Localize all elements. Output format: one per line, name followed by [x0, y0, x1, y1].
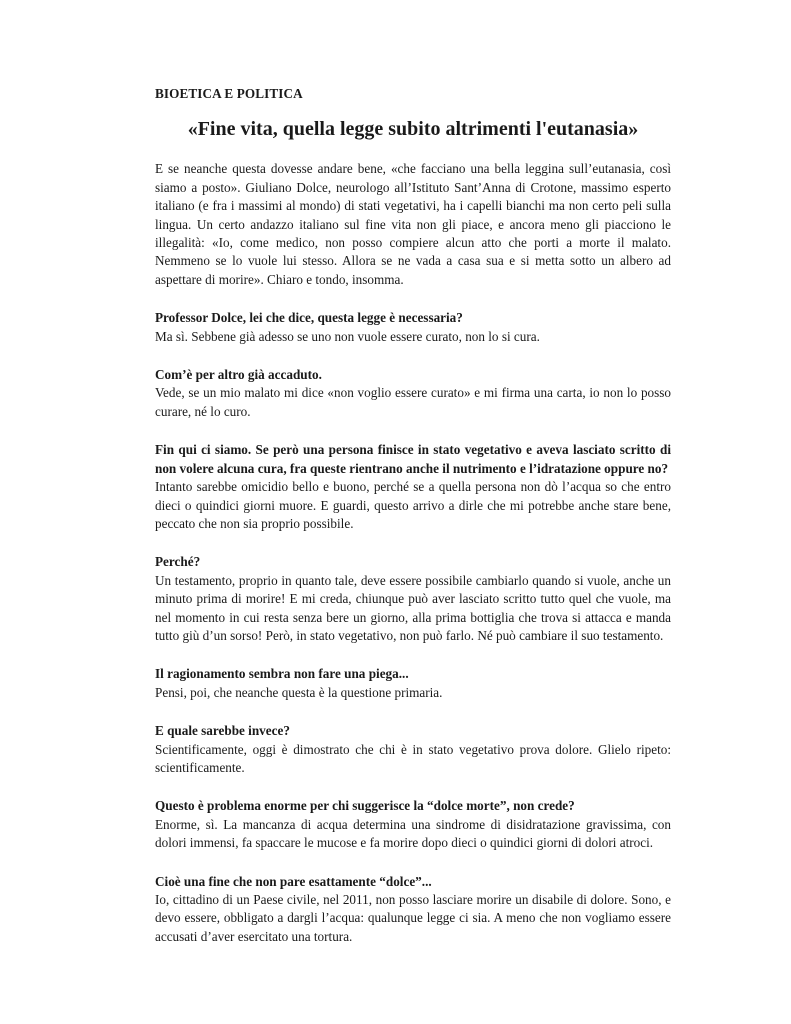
interview-answer: Intanto sarebbe omicidio bello e buono, perché se a quella persona non dò l’acqua so che entro dieci o quindici giorni muore. E guardi, questo arrivo a dirle che mi potrebbe anche stare bene, peccato che non sia proprio possibile. [155, 479, 671, 531]
interview-answer: Pensi, poi, che neanche questa è la questione primaria. [155, 684, 443, 700]
interview-question: Cioè una fine che non pare esattamente “dolce”... [155, 873, 432, 889]
interview-item [155, 797, 671, 852]
interview-question: Professor Dolce, lei che dice, questa legge è necessaria? [155, 310, 463, 326]
interview-answer: Vede, se un mio malato mi dice «non voglio essere curato» e mi firma una carta, io non lo posso curare, né lo curo. [155, 385, 671, 419]
interview-item [155, 722, 671, 777]
intro-paragraph: E se neanche questa dovesse andare bene, «che facciano una bella leggina sull’eutanasia, così siamo a posto». Giuliano Dolce, neurologo all’Istituto Sant’Anna di Crotone, massimo esperto italiano (e fra i massimi al mondo) di stati vegetativi, ha i capelli bianchi ma non certo peli sulla lingua. Un certo andazzo italiano sul fine vita non gli piace, e ancora meno gli piacciono le illegalità: «Io, come medico, non posso compiere alcun atto che porti a morte il malato. Nemmeno se lo vuole lui stesso. Allora se ne vada a casa sua e si metta sotto un albero ad aspettare di morire». Chiaro e tondo, insomma. [155, 161, 671, 287]
interview-answer: Scientificamente, oggi è dimostrato che chi è in stato vegetativo prova dolore. Glielo ripeto: scientificamente. [155, 741, 671, 775]
interview-question: Fin qui ci siamo. Se però una persona finisce in stato vegetativo e aveva lasciato scritto di non volere alcuna cura, fra queste rientrano anche il nutrimento e l’idratazione oppure no? [155, 442, 671, 476]
interview-answer: Un testamento, proprio in quanto tale, deve essere possibile cambiarlo quando si vuole, anche un minuto prima di morire! E mi creda, chiunque può aver lasciato scritto tutto quel che vuole, ma nel momento in cui resta senza bere un giorno, alla prima bottiglia che trova si attacca e manda tutto giù d’un sorso! Però, in stato vegetativo, non può farlo. Né può cambiare il suo testamento. [155, 572, 671, 643]
interview-question: Il ragionamento sembra non fare una piega... [155, 666, 409, 682]
document-page [155, 85, 671, 966]
interview-item [155, 553, 671, 645]
interview-item [155, 873, 671, 947]
interview-question: Com’è per altro già accaduto. [155, 367, 322, 383]
interview-question: E quale sarebbe invece? [155, 723, 290, 739]
interview-item [155, 441, 671, 533]
interview-answer: Ma sì. Sebbene già adesso se uno non vuole essere curato, non lo si cura. [155, 328, 540, 344]
interview-question: Questo è problema enorme per chi suggerisce la “dolce morte”, non crede? [155, 798, 575, 814]
interview-answer: Enorme, sì. La mancanza di acqua determina una sindrome di disidratazione gravissima, con dolori immensi, fa spaccare le mucose e fa morire dopo dieci o quindici giorni di dolori atroci. [155, 816, 671, 851]
interview-item [155, 309, 671, 346]
article-title: «Fine vita, quella legge subito altrimenti l'eutanasia» [187, 118, 639, 141]
interview-answer: Io, cittadino di un Paese civile, nel 2011, non posso lasciare morire un disabile di dolore. Sono, e devo essere, obbligato a dargli l’acqua: qualunque legge ci sia. A meno che non vogliamo essere accusati d’aver esercitato una tortura. [155, 892, 671, 944]
interview-question: Perché? [155, 554, 201, 570]
interview-item [155, 665, 671, 702]
section-heading: BIOETICA E POLITICA [155, 86, 303, 101]
interview-item [155, 366, 671, 421]
